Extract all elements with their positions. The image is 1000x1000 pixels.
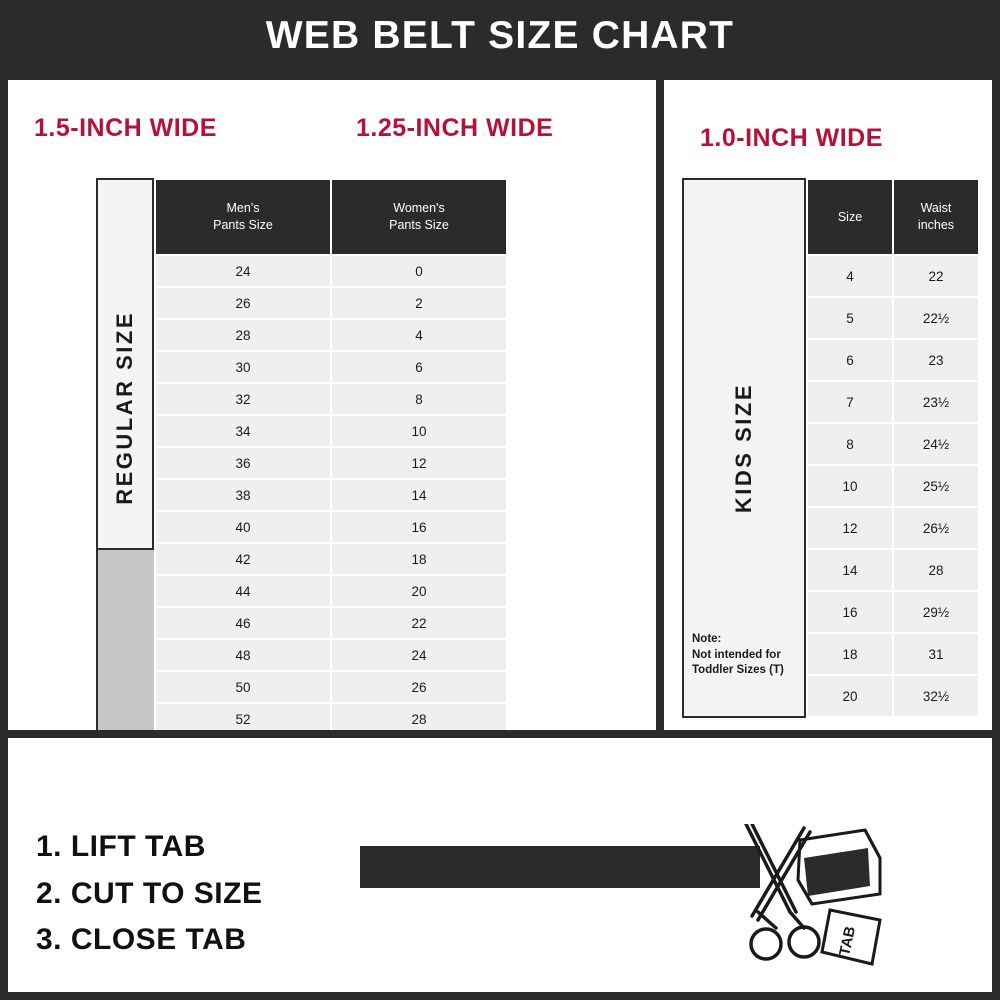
- table-row: [155, 447, 507, 479]
- step-3: 3. CLOSE TAB: [36, 923, 247, 956]
- cell-womens: 28: [331, 703, 507, 735]
- table-row: [155, 319, 507, 351]
- header-mens-line1: Men's: [226, 201, 260, 216]
- cell-mens: 40: [155, 511, 331, 543]
- table-row: [807, 591, 979, 633]
- cell-womens: 10: [331, 415, 507, 447]
- cell-size: 20: [807, 675, 893, 717]
- tab-flag-label: TAB: [836, 924, 860, 958]
- cell-size: 4: [807, 255, 893, 297]
- header-kids-size: Size: [807, 179, 893, 255]
- table-row: [155, 543, 507, 575]
- step-1: 1. LIFT TAB: [36, 830, 206, 863]
- adult-size-table: [154, 178, 508, 736]
- cell-womens: 18: [331, 543, 507, 575]
- belt-scissors-svg: [360, 824, 960, 984]
- cell-mens: 26: [155, 287, 331, 319]
- step-2: 2. CUT TO SIZE: [36, 876, 263, 910]
- cell-mens: 46: [155, 607, 331, 639]
- cell-mens: 48: [155, 639, 331, 671]
- adult-table-header-row: [155, 179, 507, 255]
- header-waist-line2: inches: [917, 218, 955, 232]
- adult-table-head: [155, 179, 507, 255]
- cell-size: 12: [807, 507, 893, 549]
- belt-illustration: [360, 824, 960, 984]
- belt-buckle: [798, 830, 880, 904]
- cell-mens: 24: [155, 255, 331, 287]
- cell-waist: 29½: [893, 591, 979, 633]
- belt-strap: [360, 846, 760, 888]
- kids-table-head: [807, 179, 979, 255]
- table-row: [807, 633, 979, 675]
- cell-mens: 30: [155, 351, 331, 383]
- table-row: [807, 339, 979, 381]
- cell-womens: 14: [331, 479, 507, 511]
- table-row: [807, 255, 979, 297]
- kids-note: [692, 632, 784, 679]
- cell-mens: 50: [155, 671, 331, 703]
- header-mens-pants-size: [155, 179, 331, 255]
- table-row: [807, 507, 979, 549]
- table-row: [155, 383, 507, 415]
- kids-sizes-panel: [664, 80, 992, 730]
- table-row: [155, 575, 507, 607]
- table-row: [155, 255, 507, 287]
- label-kids-size-text: KIDS SIZE: [731, 382, 756, 514]
- page-header: [0, 0, 1000, 72]
- table-row: [155, 351, 507, 383]
- cell-womens: 12: [331, 447, 507, 479]
- cell-womens: 4: [331, 319, 507, 351]
- cell-mens: 44: [155, 575, 331, 607]
- cell-womens: 22: [331, 607, 507, 639]
- cell-waist: 22: [893, 255, 979, 297]
- cell-mens: 38: [155, 479, 331, 511]
- tab-flag: [822, 910, 880, 964]
- label-regular-size-text: REGULAR SIZE: [112, 311, 137, 505]
- cell-size: 16: [807, 591, 893, 633]
- cell-size: 7: [807, 381, 893, 423]
- kids-table-header-row: [807, 179, 979, 255]
- cell-waist: 22½: [893, 297, 979, 339]
- cell-womens: 2: [331, 287, 507, 319]
- table-row: [155, 639, 507, 671]
- table-row: [807, 675, 979, 717]
- table-row: [155, 607, 507, 639]
- cell-mens: 52: [155, 703, 331, 735]
- header-mens-line2: Pants Size: [213, 218, 273, 232]
- table-row: [807, 297, 979, 339]
- table-row: [807, 549, 979, 591]
- cell-size: 8: [807, 423, 893, 465]
- kids-note-line1: Note:: [692, 633, 722, 645]
- kids-note-line3: Toddler Sizes (T): [692, 664, 784, 677]
- cell-size: 10: [807, 465, 893, 507]
- cell-waist: 24½: [893, 423, 979, 465]
- cell-mens: 28: [155, 319, 331, 351]
- kids-note-line2: Not intended for: [692, 648, 781, 661]
- cell-waist: 32½: [893, 675, 979, 717]
- cell-mens: 32: [155, 383, 331, 415]
- cell-womens: 6: [331, 351, 507, 383]
- page-title: WEB BELT SIZE CHART: [265, 14, 735, 57]
- cell-size: 5: [807, 297, 893, 339]
- table-row: [155, 415, 507, 447]
- cell-size: 14: [807, 549, 893, 591]
- section-divider: [8, 730, 992, 738]
- header-womens-pants-size: [331, 179, 507, 255]
- cell-womens: 0: [331, 255, 507, 287]
- table-row: [807, 465, 979, 507]
- heading-1-25-inch: 1.25-INCH WIDE: [356, 114, 554, 142]
- cell-waist: 23½: [893, 381, 979, 423]
- cell-size: 18: [807, 633, 893, 675]
- cell-waist: 25½: [893, 465, 979, 507]
- cell-mens: 34: [155, 415, 331, 447]
- table-row: [807, 381, 979, 423]
- kids-table-body: [807, 255, 979, 717]
- cell-waist: 26½: [893, 507, 979, 549]
- cell-womens: 8: [331, 383, 507, 415]
- heading-1-0-inch: 1.0-INCH WIDE: [700, 124, 883, 152]
- table-row: [155, 479, 507, 511]
- header-kids-waist: [893, 179, 979, 255]
- header-waist-line1: Waist: [920, 201, 952, 216]
- cell-womens: 16: [331, 511, 507, 543]
- table-row: [155, 671, 507, 703]
- table-row: [155, 287, 507, 319]
- heading-1-5-inch: 1.5-INCH WIDE: [34, 114, 217, 142]
- cell-mens: 36: [155, 447, 331, 479]
- adult-sizes-panel: [8, 80, 656, 730]
- header-womens-line1: Women's: [393, 201, 445, 216]
- kids-size-table: [806, 178, 980, 718]
- cell-size: 6: [807, 339, 893, 381]
- header-womens-line2: Pants Size: [389, 218, 449, 232]
- table-row: [807, 423, 979, 465]
- cell-waist: 28: [893, 549, 979, 591]
- table-row: [155, 511, 507, 543]
- cell-waist: 31: [893, 633, 979, 675]
- how-to-adjust-steps: [36, 824, 262, 964]
- cell-waist: 23: [893, 339, 979, 381]
- cell-womens: 24: [331, 639, 507, 671]
- cell-womens: 26: [331, 671, 507, 703]
- adult-table-body: [155, 255, 507, 735]
- cell-womens: 20: [331, 575, 507, 607]
- cell-mens: 42: [155, 543, 331, 575]
